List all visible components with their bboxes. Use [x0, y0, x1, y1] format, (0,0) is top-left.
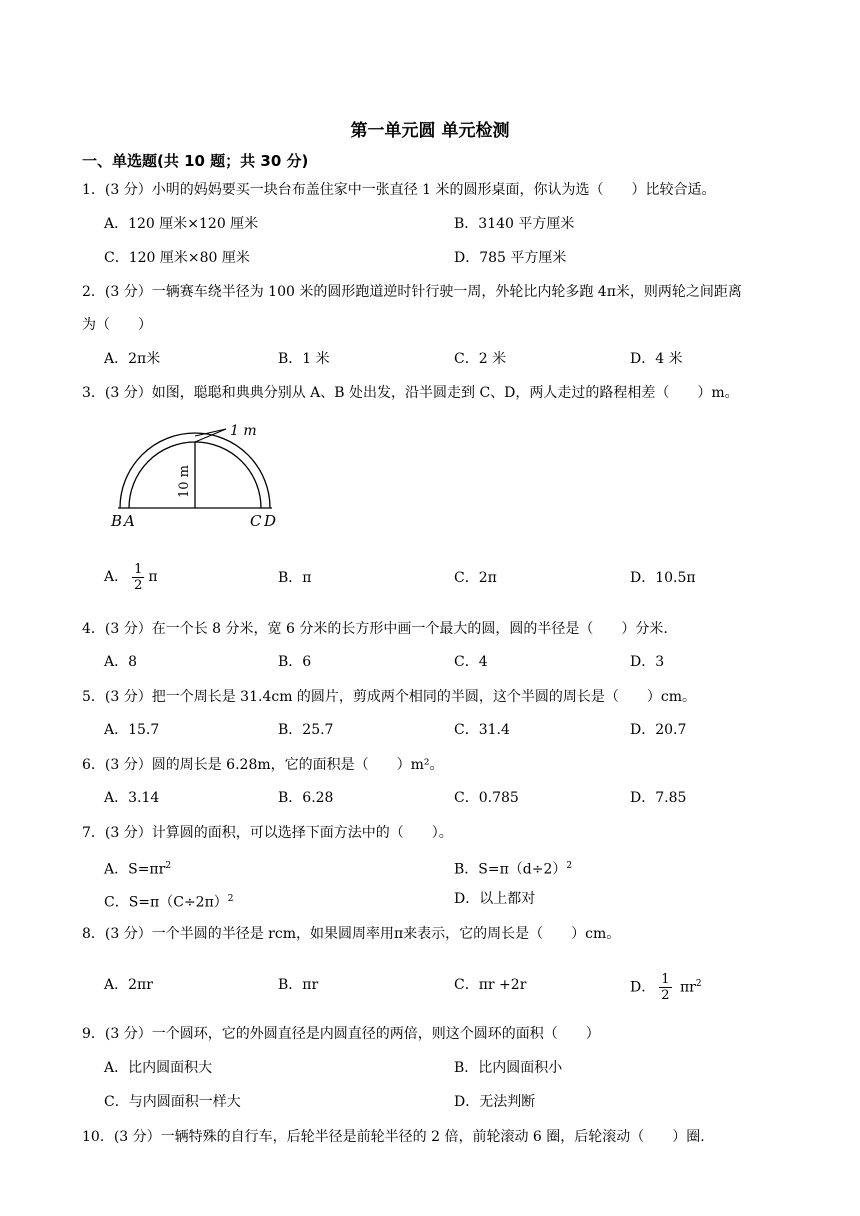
q3-option-a	[104, 560, 158, 594]
figure-point-d: D	[264, 512, 277, 530]
q9-option-a: A．比内圆面积大	[104, 1060, 213, 1076]
q2-option-a: A．2π米	[104, 351, 161, 367]
question-9: 9．(3 分）一个圆环，它的外圆直径是内圆直径的两倍，则这个圆环的面积（ ）	[82, 1026, 600, 1042]
q3-option-c: C．2π	[454, 570, 497, 586]
question-2-line-1: 2．(3 分）一辆赛车绕半径为 100 米的圆形跑道逆时针行驶一周，外轮比内轮多跑 4π米，则两轮之间距离	[82, 284, 742, 300]
q7-option-c-exponent: 2	[227, 894, 234, 904]
q3-option-a-prefix: A．	[104, 569, 129, 585]
q8-option-d-prefix: D．	[630, 979, 656, 996]
q7-option-d: D．以上都对	[454, 891, 536, 907]
q2-option-b: B．1 米	[278, 351, 330, 367]
q9-option-b: B．比内圆面积小	[454, 1060, 563, 1076]
question-8: 8．(3 分）一个半圆的半径是 rcm，如果圆周率用π来表示，它的周长是（ ）cm。	[82, 926, 621, 942]
q3-option-d: D．10.5π	[630, 570, 696, 586]
q5-option-d: D．20.7	[630, 722, 687, 738]
q2-option-c: C．2 米	[454, 351, 507, 367]
figure-point-c: C	[250, 512, 262, 530]
q6-option-a: A．3.14	[104, 790, 160, 806]
fraction-numerator: 1	[661, 972, 670, 988]
q8-option-a: A．2πr	[104, 977, 153, 993]
q7-option-a	[104, 856, 171, 880]
fraction-denominator: 2	[134, 577, 143, 593]
q6-option-b: B．6.28	[278, 790, 334, 806]
q8-option-d-exponent: 2	[695, 979, 702, 989]
q3-option-a-suffix: π	[148, 569, 158, 585]
semicircle-track-figure	[108, 418, 288, 533]
q7-option-b-text: B．S=π（d÷2）	[454, 861, 567, 878]
q6-option-c: C．0.785	[454, 790, 519, 806]
q5-option-b: B．25.7	[278, 722, 334, 738]
q5-option-a: A．15.7	[104, 722, 160, 738]
q4-option-d: D．3	[630, 654, 665, 670]
q7-option-a-exponent: 2	[165, 861, 172, 871]
q6-option-d: D．7.85	[630, 790, 687, 806]
q1-option-c: C．120 厘米×80 厘米	[104, 250, 250, 266]
q8-option-d	[630, 967, 702, 1005]
q4-option-a: A．8	[104, 654, 138, 670]
q2-option-d: D．4 米	[630, 351, 683, 367]
fraction-one-half	[659, 972, 671, 1003]
q7-option-b	[454, 856, 572, 880]
question-10: 10．(3 分）一辆特殊的自行车，后轮半径是前轮半径的 2 倍，前轮滚动 6 圈，后轮滚动（ ）圈.	[82, 1129, 705, 1145]
q8-option-c: C．πr +2r	[454, 977, 527, 993]
q5-option-c: C．31.4	[454, 722, 510, 738]
q1-option-a: A．120 厘米×120 厘米	[104, 216, 259, 232]
q8-option-b: B．πr	[278, 977, 319, 993]
q7-option-a-text: A．S=πr	[104, 861, 166, 878]
q9-option-d: D．无法判断	[454, 1094, 536, 1110]
fraction-numerator: 1	[134, 561, 143, 577]
fraction-denominator: 2	[661, 988, 670, 1004]
page-title: 第一单元圆 单元检测	[350, 121, 510, 141]
q1-option-b: B．3140 平方厘米	[454, 216, 575, 232]
question-2-line-2: 为（ ）	[82, 317, 152, 333]
question-6: 6．(3 分）圆的周长是 6.28m，它的面积是（ ）m²。	[82, 757, 444, 773]
fraction-one-half	[132, 562, 144, 593]
figure-label-radius: 10 m	[177, 464, 192, 498]
question-1: 1．(3 分）小明的妈妈要买一块台布盖住家中一张直径 1 米的圆形桌面，你认为选（ ）比较合适。	[82, 182, 716, 198]
q1-option-d: D．785 平方厘米	[454, 250, 567, 266]
question-5: 5．(3 分）把一个周长是 31.4cm 的圆片，剪成两个相同的半圆，这个半圆的周长是（ ）cm。	[82, 689, 697, 705]
question-7: 7．(3 分）计算圆的面积，可以选择下面方法中的（ ）。	[82, 825, 453, 841]
q4-option-b: B．6	[278, 654, 312, 670]
q7-option-b-exponent: 2	[566, 861, 573, 871]
question-3: 3．(3 分）如图，聪聪和典典分别从 A、B 处出发，沿半圆走到 C、D，两人走过的路程相差（ ）m。	[82, 385, 739, 401]
q8-option-d-suffix: πr	[679, 979, 696, 996]
figure-point-b: B	[111, 512, 123, 530]
question-4: 4．(3 分）在一个长 8 分米，宽 6 分米的长方形中画一个最大的圆，圆的半径是（ ）分米.	[82, 621, 668, 637]
q4-option-c: C．4	[454, 654, 488, 670]
q9-option-c: C．与内圆面积一样大	[104, 1094, 241, 1110]
figure-label-width: 1 m	[230, 423, 257, 439]
q7-option-c-text: C．S=π（C÷2π）	[104, 894, 228, 911]
section-heading: 一、单选题(共 10 题；共 30 分)	[82, 152, 309, 170]
figure-point-a: A	[124, 512, 135, 530]
q3-option-b: B．π	[278, 570, 312, 586]
q7-option-c	[104, 889, 234, 913]
